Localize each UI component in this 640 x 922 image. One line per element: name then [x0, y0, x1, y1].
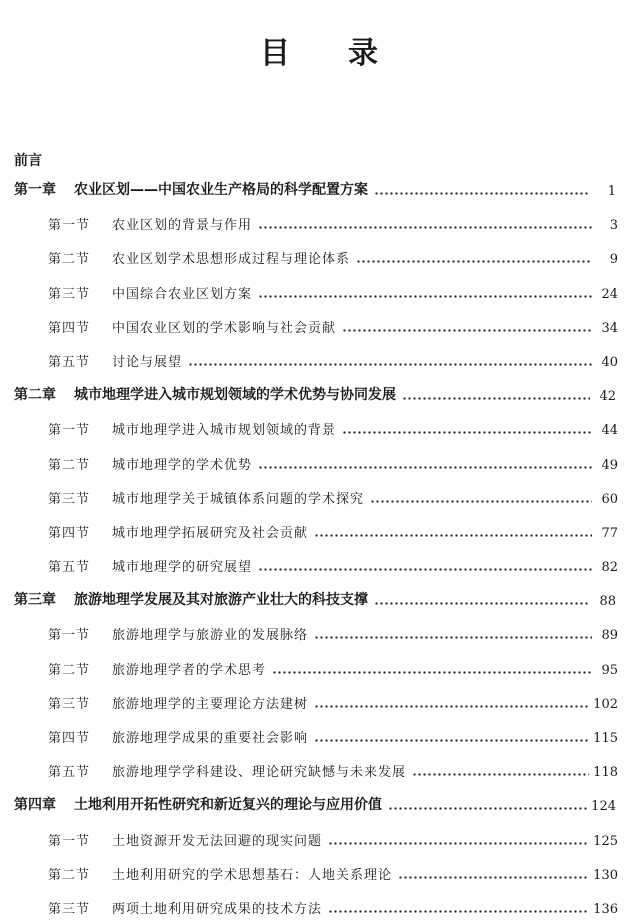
- toc-entry-number: 第四节: [48, 320, 91, 336]
- toc-entry-page: 60: [601, 491, 618, 507]
- toc-entry-title: 两项土地利用研究成果的技术方法: [112, 901, 323, 917]
- toc-entry-page: 125: [593, 833, 618, 849]
- toc-leader-dots: [314, 705, 589, 708]
- toc-entry-title: 城市地理学进入城市规划领域的学术优势与协同发展: [74, 387, 396, 404]
- toc-entry-title: 土地资源开发无法回避的现实问题: [112, 833, 323, 849]
- toc-entry-title: 中国综合农业区划方案: [112, 286, 253, 302]
- toc-entry-title: 旅游地理学学科建设、理论研究缺憾与未来发展: [112, 765, 407, 781]
- toc-leader-dots: [272, 671, 592, 674]
- toc-section-row[interactable]: [0, 614, 640, 648]
- toc-entry-title: 城市地理学进入城市规划领域的背景: [112, 423, 337, 439]
- toc-leader-dots: [258, 466, 592, 469]
- toc-entry-page: 89: [601, 628, 618, 644]
- toc-entry-page: 130: [593, 867, 618, 883]
- toc-section-row[interactable]: [0, 751, 640, 785]
- toc-entry-number: 第一节: [48, 423, 91, 439]
- toc-entry: [48, 863, 618, 883]
- toc-entry-title: 中国农业区划的学术影响与社会贡献: [112, 320, 337, 336]
- toc-leader-dots: [398, 876, 589, 879]
- toc-leader-dots: [328, 842, 589, 845]
- toc-leader-dots: [342, 329, 592, 332]
- toc-entry: [14, 794, 616, 814]
- toc-entry-page: 40: [601, 354, 618, 370]
- toc-chapter-row[interactable]: [0, 785, 640, 819]
- toc-entry: [14, 589, 616, 609]
- toc-entry-number: 第二节: [48, 662, 91, 678]
- toc-entry-page: 82: [601, 560, 618, 576]
- toc-entry-number: 第五节: [48, 354, 91, 370]
- toc-entry: [48, 623, 618, 643]
- toc-entry: [48, 692, 618, 712]
- toc-entry-page: 49: [601, 457, 618, 473]
- toc-entry-page: 95: [601, 662, 618, 678]
- toc-section-row[interactable]: [0, 444, 640, 478]
- toc-entry: [48, 658, 618, 678]
- toc-entry-page: 9: [609, 252, 618, 268]
- toc-entry: [48, 247, 618, 267]
- toc-entry-number: 第一节: [48, 218, 91, 234]
- toc-entry-number: 第三节: [48, 286, 91, 302]
- toc-entry-number: 第五节: [48, 560, 91, 576]
- toc-entry-title: 土地利用研究的学术思想基石：人地关系理论: [112, 867, 393, 883]
- toc-leader-dots: [374, 602, 590, 605]
- toc-leader-dots: [374, 192, 590, 195]
- toc-section-row[interactable]: [0, 238, 640, 272]
- toc-entry-title: 城市地理学关于城镇体系问题的学术探究: [112, 491, 365, 507]
- toc-entry: [48, 213, 618, 233]
- toc-section-row[interactable]: [0, 478, 640, 512]
- toc-entry-title: 农业区划学术思想形成过程与理论体系: [112, 252, 351, 268]
- toc-entry-title: 农业区划——中国农业生产格局的科学配置方案: [74, 182, 368, 198]
- toc-entry-number: 第三节: [48, 901, 91, 917]
- table-of-contents: [0, 170, 640, 922]
- toc-section-row[interactable]: [0, 546, 640, 580]
- toc-entry-page: 77: [601, 525, 618, 541]
- toc-entry: [14, 384, 616, 404]
- toc-entry-page: 118: [593, 765, 618, 781]
- toc-entry: [14, 179, 616, 199]
- toc-entry: [48, 521, 618, 541]
- toc-leader-dots: [258, 295, 592, 298]
- toc-entry-page: 124: [591, 799, 616, 815]
- toc-leader-dots: [388, 807, 587, 810]
- toc-entry: [48, 316, 618, 336]
- toc-entry: [48, 897, 618, 917]
- toc-entry-number: 第四章: [14, 797, 56, 814]
- toc-entry-number: 第二节: [48, 867, 91, 883]
- toc-section-row[interactable]: [0, 854, 640, 888]
- toc-entry-page: 102: [593, 696, 618, 712]
- toc-entry-title: 讨论与展望: [112, 354, 183, 370]
- toc-leader-dots: [342, 431, 592, 434]
- toc-entry-number: 第三章: [14, 592, 56, 609]
- toc-entry-page: 24: [601, 286, 618, 302]
- toc-section-row[interactable]: [0, 273, 640, 307]
- toc-entry-page: 44: [601, 423, 618, 439]
- toc-entry-number: 第四节: [48, 525, 91, 541]
- toc-entry-title: 旅游地理学与旅游业的发展脉络: [112, 628, 309, 644]
- toc-leader-dots: [258, 568, 592, 571]
- toc-section-row[interactable]: [0, 409, 640, 443]
- toc-leader-dots: [328, 910, 589, 913]
- toc-entry-page: 42: [599, 389, 616, 405]
- toc-leader-dots: [402, 397, 590, 400]
- toc-entry-number: 第一章: [14, 182, 56, 198]
- toc-chapter-row[interactable]: [0, 170, 640, 204]
- toc-entry-page: 34: [601, 320, 618, 336]
- toc-leader-dots: [356, 260, 592, 263]
- toc-section-row[interactable]: [0, 341, 640, 375]
- toc-entry-title: 旅游地理学发展及其对旅游产业壮大的科技支撑: [74, 592, 368, 609]
- toc-entry-number: 第一节: [48, 628, 91, 644]
- toc-entry-title: 城市地理学的学术优势: [112, 457, 253, 473]
- toc-entry: [48, 760, 618, 780]
- toc-leader-dots: [314, 636, 592, 639]
- toc-entry-number: 第五节: [48, 765, 91, 781]
- toc-entry-title: 旅游地理学的主要理论方法建树: [112, 696, 309, 712]
- toc-leader-dots: [314, 739, 589, 742]
- toc-leader-dots: [314, 534, 592, 537]
- preface-entry[interactable]: 前言: [14, 153, 42, 169]
- toc-entry-number: 第二节: [48, 252, 91, 268]
- toc-entry-title: 城市地理学拓展研究及社会贡献: [112, 525, 309, 541]
- toc-entry-page: 136: [593, 901, 618, 917]
- toc-section-row[interactable]: [0, 683, 640, 717]
- toc-entry-page: 1: [607, 184, 616, 199]
- toc-leader-dots: [188, 363, 592, 366]
- toc-section-row[interactable]: [0, 204, 640, 238]
- toc-entry-number: 第二节: [48, 457, 91, 473]
- toc-entry-page: 115: [593, 731, 618, 746]
- toc-entry-number: 第三节: [48, 491, 91, 507]
- toc-entry-title: 旅游地理学成果的重要社会影响: [112, 731, 309, 746]
- toc-entry-title: 农业区划的背景与作用: [112, 218, 253, 234]
- toc-entry-title: 土地利用开拓性研究和新近复兴的理论与应用价值: [74, 797, 382, 814]
- toc-leader-dots: [258, 226, 592, 229]
- toc-entry-number: 第二章: [14, 387, 56, 404]
- toc-section-row[interactable]: [0, 512, 640, 546]
- toc-entry: [48, 350, 618, 370]
- toc-entry: [48, 829, 618, 849]
- toc-entry-number: 第一节: [48, 833, 91, 849]
- toc-entry: [48, 453, 618, 473]
- toc-section-row[interactable]: [0, 649, 640, 683]
- toc-entry: [48, 487, 618, 507]
- toc-entry-number: 第三节: [48, 696, 91, 712]
- toc-section-row[interactable]: [0, 820, 640, 854]
- toc-section-row[interactable]: [0, 307, 640, 341]
- toc-entry: [48, 555, 618, 575]
- toc-entry-page: 88: [599, 594, 616, 610]
- toc-leader-dots: [412, 773, 589, 776]
- toc-entry-title: 城市地理学的研究展望: [112, 560, 253, 576]
- toc-chapter-row[interactable]: [0, 375, 640, 409]
- page-title-char: 目: [260, 36, 292, 71]
- toc-entry: [48, 418, 618, 438]
- toc-entry-page: 3: [609, 218, 618, 234]
- toc-leader-dots: [370, 500, 592, 503]
- toc-section-row[interactable]: [0, 717, 640, 751]
- page-title-char: 录: [348, 36, 380, 71]
- toc-entry: [48, 282, 618, 302]
- toc-entry: [48, 726, 618, 746]
- toc-entry-number: 第四节: [48, 731, 91, 746]
- page-title: [0, 28, 640, 72]
- toc-entry-title: 旅游地理学者的学术思考: [112, 662, 267, 678]
- toc-chapter-row[interactable]: [0, 580, 640, 614]
- toc-section-row[interactable]: [0, 888, 640, 922]
